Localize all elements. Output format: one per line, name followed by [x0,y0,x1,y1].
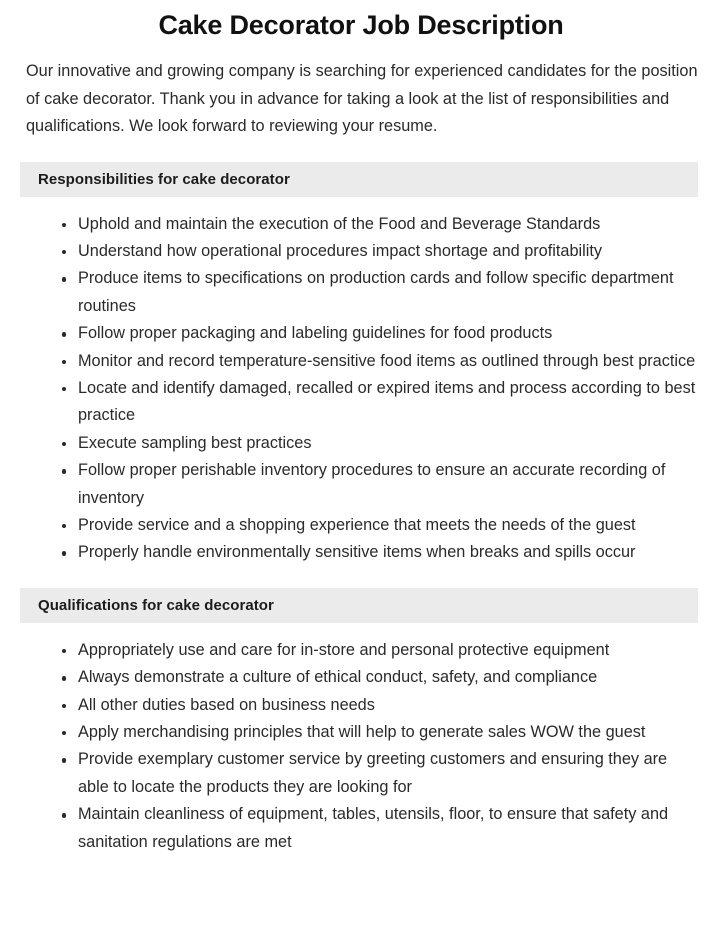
list-item: Provide exemplary customer service by greeting customers and ensuring they are able to locate the products they are looking for [44,746,698,801]
list-item: Follow proper packaging and labeling guidelines for food products [44,320,698,347]
list-item: Maintain cleanliness of equipment, tables, utensils, floor, to ensure that safety and sanitation regulations are met [44,801,698,856]
list-item: Locate and identify damaged, recalled or expired items and process according to best practice [44,375,698,430]
section-qualifications [24,588,698,856]
list-item: Appropriately use and care for in-store and personal protective equipment [44,637,698,664]
section-responsibilities [24,162,698,567]
list-item: Properly handle environmentally sensitive items when breaks and spills occur [44,539,698,566]
list-item: Produce items to specifications on production cards and follow specific department routines [44,265,698,320]
page-title: Cake Decorator Job Description [158,10,564,40]
section-heading-label: Responsibilities for cake decorator [38,170,290,188]
list-item: Execute sampling best practices [44,430,698,457]
qualifications-list [24,637,698,856]
intro-paragraph: Our innovative and growing company is searching for experienced candidates for the position of cake decorator. Thank you in advance for taking a look at the list of responsibilities and qualifications. We look forward to reviewing your resume. [26,62,698,135]
list-item: Always demonstrate a culture of ethical conduct, safety, and compliance [44,664,698,691]
list-item: Apply merchandising principles that will help to generate sales WOW the guest [44,719,698,746]
list-item: Provide service and a shopping experience that meets the needs of the guest [44,512,698,539]
section-header-responsibilities [20,162,698,197]
list-item: Understand how operational procedures impact shortage and profitability [44,238,698,265]
section-heading-label: Qualifications for cake decorator [38,596,274,614]
list-item: Monitor and record temperature-sensitive food items as outlined through best practice [44,348,698,375]
responsibilities-list [24,211,698,567]
list-item: All other duties based on business needs [44,692,698,719]
list-item: Uphold and maintain the execution of the Food and Beverage Standards [44,211,698,238]
section-header-qualifications [20,588,698,623]
list-item: Follow proper perishable inventory procedures to ensure an accurate recording of inventory [44,457,698,512]
